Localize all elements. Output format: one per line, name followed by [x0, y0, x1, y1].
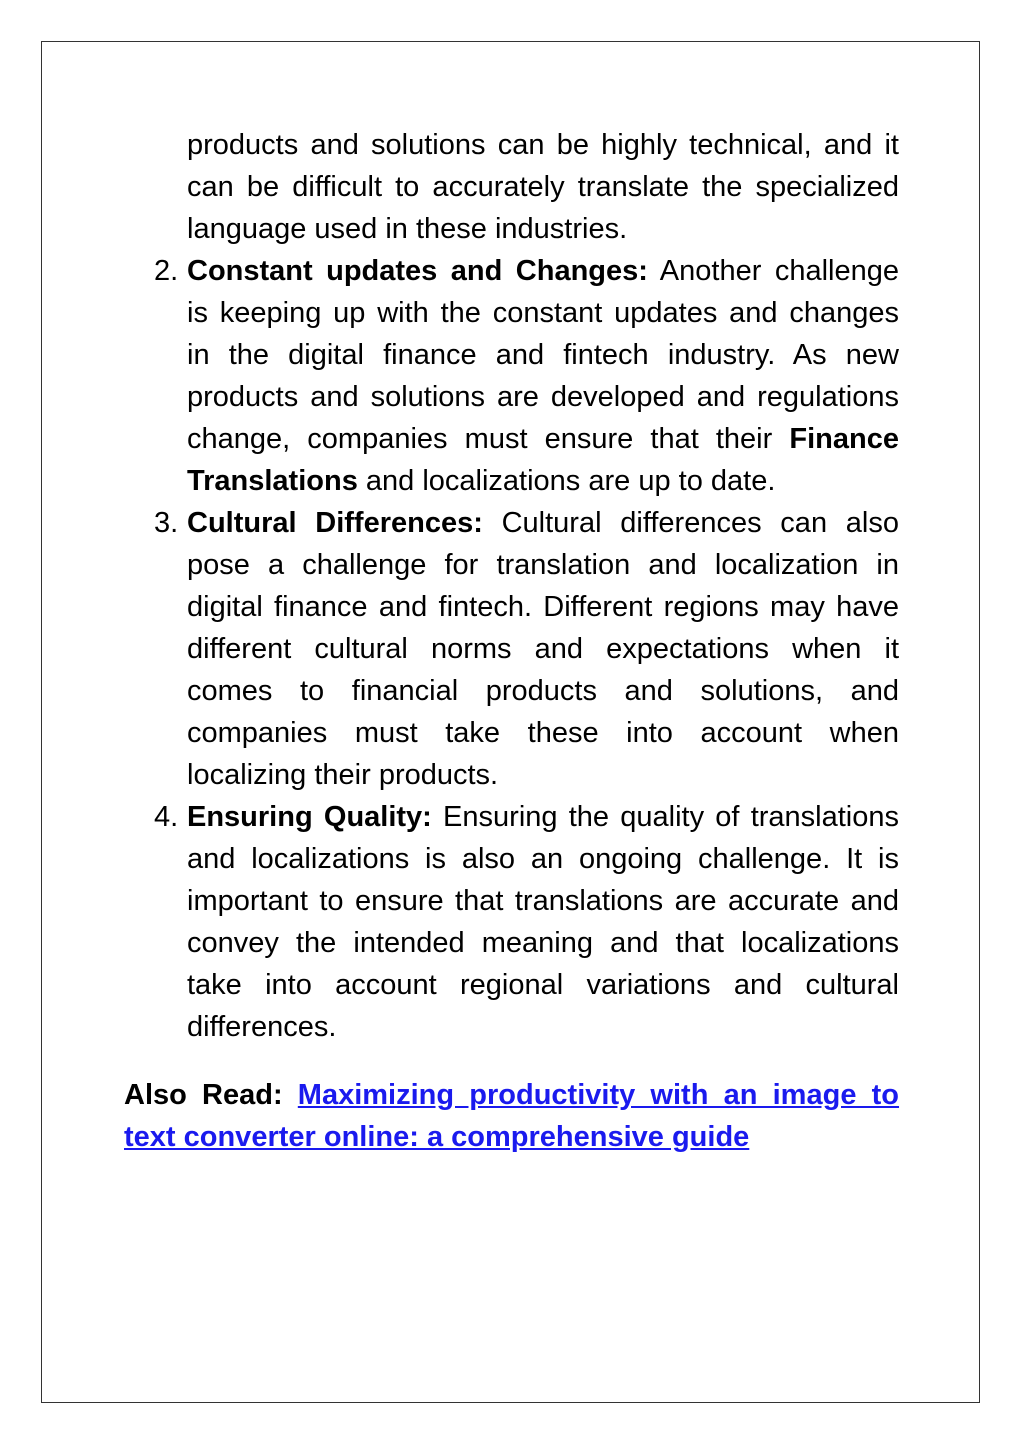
- document-content: [124, 124, 899, 1187]
- also-read-link[interactable]: Maximizing productivity with an image to text converter online: a comprehensive guide: [124, 1079, 900, 1153]
- list-item-cultural-differences: [124, 502, 899, 796]
- list-number: 3.: [154, 507, 179, 539]
- list-number: 2.: [154, 255, 179, 287]
- list-item-text: Ensuring the quality of translations and localizations is also an ongoing challenge. It is important to ensure that translations are accurate and convey the intended meaning and that localizations take into account regional variations and cultural differences.: [187, 801, 899, 1043]
- also-read-label: Also Read:: [124, 1079, 298, 1111]
- list-item-ensuring-quality: [124, 796, 899, 1048]
- list-number: 4.: [154, 801, 179, 833]
- list-item-title: Ensuring Quality:: [187, 801, 432, 833]
- list-item-text: Cultural differences can also pose a challenge for translation and localization in digital finance and fintech. Different regions may have different cultural norms and expectations when it comes to financial products and solutions, and companies must take these into account when localizing their products.: [187, 507, 899, 791]
- list-item-title: Cultural Differences:: [187, 507, 483, 539]
- list-item-1-continuation: products and solutions can be highly technical, and it can be difficult to accurately translate the specialized language used in these industries.: [187, 129, 899, 245]
- challenges-list: [124, 250, 899, 1048]
- list-item-text-end: and localizations are up to date.: [357, 465, 776, 497]
- list-item-title: Constant updates and Changes:: [187, 255, 648, 287]
- finance-translations-term: Finance Translations: [187, 423, 899, 497]
- list-item-text: Another challenge is keeping up with the constant updates and changes in the digital finance and fintech industry. As new products and solutions are developed and regulations change, companies must ensure that their: [187, 255, 899, 455]
- list-item-constant-updates: [124, 250, 899, 502]
- also-read-section: [124, 1074, 899, 1158]
